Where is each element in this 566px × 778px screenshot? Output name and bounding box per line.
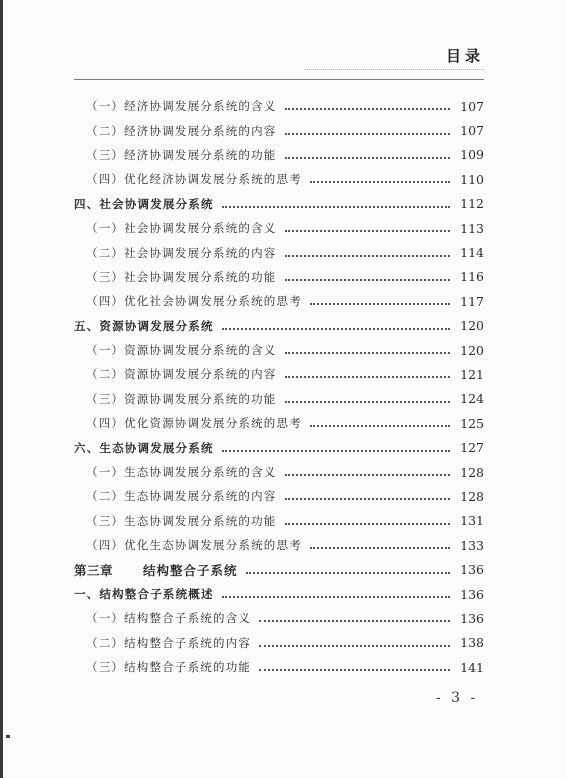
- toc-leader-dots: [285, 352, 451, 354]
- toc-leader-dots: [285, 255, 451, 257]
- toc-subsection-row[interactable]: [74, 167, 484, 191]
- toc-entry-label: （四）优化生态协调发展分系统的思考: [86, 538, 302, 553]
- toc-entry-label: 六、生态协调发展分系统: [74, 440, 214, 455]
- toc-page-number: 120: [460, 342, 484, 358]
- toc-entry-label: （一）结构整合子系统的含义: [86, 611, 252, 626]
- toc-leader-dots: [285, 401, 451, 403]
- toc-leader-dots: [285, 376, 451, 378]
- toc-entry-label: （三）资源协调发展分系统的功能: [86, 391, 277, 406]
- toc-entry-label: 四、社会协调发展分系统: [74, 196, 214, 211]
- toc-entry-label: （三）经济协调发展分系统的功能: [86, 147, 277, 162]
- toc-chapter-title: 结构整合子系统: [143, 562, 238, 578]
- toc-entry-label: （一）生态协调发展分系统的含义: [86, 465, 277, 480]
- toc-entry-label: （三）生态协调发展分系统的功能: [86, 513, 277, 528]
- toc-entry-label: 第三章: [74, 562, 114, 578]
- toc-leader-dots: [310, 547, 450, 549]
- toc-page-number: 121: [460, 366, 484, 382]
- toc-subsection-row[interactable]: [74, 533, 484, 557]
- toc-entry-label: （一）经济协调发展分系统的含义: [86, 99, 277, 114]
- toc-page-number: 141: [460, 659, 484, 675]
- toc-subsection-row[interactable]: [74, 289, 484, 313]
- toc-page-number: 107: [460, 98, 484, 114]
- toc-leader-dots: [285, 474, 451, 476]
- toc-entry-label: （二）经济协调发展分系统的内容: [86, 123, 277, 138]
- toc-subsection-row[interactable]: [74, 118, 484, 142]
- toc-page-number: 107: [460, 123, 484, 139]
- toc-page-number: 124: [460, 391, 484, 407]
- toc-chapter-row[interactable]: [74, 557, 484, 581]
- toc-subsection-row[interactable]: [74, 606, 484, 630]
- toc-subsection-row[interactable]: [74, 216, 484, 240]
- toc-subsection-row[interactable]: [74, 338, 484, 362]
- page-header-title: 目录: [446, 47, 485, 65]
- toc-entry-label: （二）结构整合子系统的内容: [86, 635, 252, 650]
- page-number: - 3 -: [436, 690, 479, 706]
- toc-leader-dots: [310, 181, 450, 183]
- toc-page-number: 113: [460, 220, 484, 236]
- toc-page-number: 128: [460, 488, 484, 504]
- toc-entry-label: （三）社会协调发展分系统的功能: [86, 269, 277, 284]
- toc-subsection-row[interactable]: [74, 631, 484, 655]
- toc-page-number: 136: [460, 586, 484, 602]
- toc-entry-label: （三）结构整合子系统的功能: [86, 660, 252, 675]
- scan-left-edge: [0, 0, 3, 778]
- toc-page-number: 131: [460, 513, 484, 529]
- toc-subsection-row[interactable]: [74, 411, 484, 435]
- toc-page-number: 109: [460, 147, 484, 163]
- toc-leader-dots: [222, 328, 450, 330]
- toc-page-number: 127: [460, 440, 484, 456]
- toc-section-row[interactable]: [74, 192, 484, 216]
- toc-section-row[interactable]: [74, 314, 484, 338]
- toc-entry-label: 一、结构整合子系统概述: [74, 587, 214, 601]
- toc-entry-label: （四）优化经济协调发展分系统的思考: [86, 172, 302, 187]
- toc-leader-dots: [222, 450, 450, 452]
- toc-page-number: 120: [460, 318, 484, 334]
- toc-subsection-row[interactable]: [74, 362, 484, 386]
- scan-mark: [6, 735, 10, 738]
- toc-leader-dots: [285, 279, 451, 281]
- toc-leader-dots: [259, 645, 450, 647]
- toc-leader-dots: [246, 572, 450, 574]
- toc-leader-dots: [285, 498, 451, 500]
- toc-leader-dots: [222, 596, 450, 598]
- toc-page-number: 110: [460, 171, 484, 187]
- toc-subsection-row[interactable]: [74, 143, 484, 167]
- toc-leader-dots: [310, 425, 450, 427]
- toc-leader-dots: [285, 523, 451, 525]
- toc-leader-dots: [259, 669, 450, 671]
- toc-entry-label: （四）优化社会协调发展分系统的思考: [86, 294, 302, 309]
- table-of-contents: [74, 94, 484, 679]
- toc-entry-label: （一）社会协调发展分系统的含义: [86, 221, 277, 236]
- toc-entry-label: （二）资源协调发展分系统的内容: [86, 367, 277, 382]
- header-rule: [74, 79, 484, 80]
- toc-leader-dots: [285, 230, 451, 232]
- toc-page-number: 128: [460, 464, 484, 480]
- toc-subsection-row[interactable]: [74, 509, 484, 533]
- toc-entry-label: （二）社会协调发展分系统的内容: [86, 245, 277, 260]
- toc-section-row[interactable]: [74, 435, 484, 459]
- toc-leader-dots: [259, 620, 450, 622]
- toc-subsection-row[interactable]: [74, 387, 484, 411]
- toc-leader-dots: [285, 133, 451, 135]
- header-dotted-rule: [305, 69, 484, 70]
- toc-subsection-row[interactable]: [74, 655, 484, 679]
- toc-entry-label: 五、资源协调发展分系统: [74, 318, 214, 333]
- toc-subsection-row[interactable]: [74, 265, 484, 289]
- toc-leader-dots: [285, 157, 451, 159]
- toc-entry-label: （二）生态协调发展分系统的内容: [86, 489, 277, 504]
- toc-subsection-row[interactable]: [74, 484, 484, 508]
- toc-page-number: 138: [460, 635, 484, 651]
- toc-page-number: 114: [460, 245, 484, 261]
- toc-subsection-row[interactable]: [74, 460, 484, 484]
- toc-page-number: 112: [460, 196, 484, 212]
- toc-page-number: 136: [460, 610, 484, 626]
- toc-subsection-row[interactable]: [74, 94, 484, 118]
- toc-page-number: 117: [460, 293, 484, 309]
- toc-entry-label: （四）优化资源协调发展分系统的思考: [86, 416, 302, 431]
- toc-leader-dots: [285, 108, 451, 110]
- toc-subsection-row[interactable]: [74, 240, 484, 264]
- toc-page-number: 125: [460, 415, 484, 431]
- toc-page-number: 116: [460, 269, 484, 285]
- toc-leader-dots: [310, 303, 450, 305]
- toc-leader-dots: [222, 206, 450, 208]
- toc-page-number: 136: [460, 562, 484, 578]
- toc-entry-label: （一）资源协调发展分系统的含义: [86, 343, 277, 358]
- toc-section-row[interactable]: [74, 582, 484, 606]
- toc-page-number: 133: [460, 537, 484, 553]
